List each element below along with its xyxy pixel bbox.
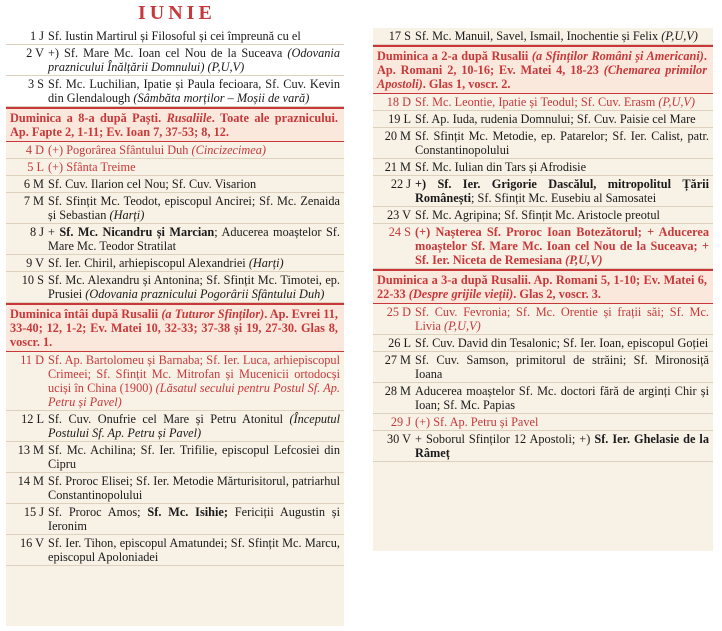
text-segment: (a Sfinților Români și Americani) — [531, 49, 704, 63]
text-segment: (Odovania praznicului Înălțării Domnului) (P,U,V) — [48, 46, 340, 74]
day-row — [6, 352, 344, 411]
text-segment: Fericiții Augustin și Ieronim — [48, 505, 340, 533]
text-segment: Sf. Sfințit Mc. Teodot, episcopul Ancirei; Sf. Mc. Zenaida și Sebastian — [48, 194, 340, 222]
day-date: 13 M — [17, 443, 44, 457]
text-segment: Sf. Ap. Iuda, rudenia Domnului; Sf. Cuv. Paisie cel Mare — [415, 112, 696, 126]
text-segment: . Ap. Romani 2, 10-16; Ev. Matei 4, 18-23 — [377, 49, 707, 77]
day-saints — [415, 95, 709, 109]
sunday-header — [6, 303, 344, 352]
day-row — [6, 411, 344, 442]
text-segment: (P,U,V) — [658, 95, 695, 109]
day-row — [373, 207, 713, 224]
day-saints — [48, 77, 340, 105]
day-row — [6, 255, 344, 272]
day-row — [373, 383, 713, 414]
text-segment: (P,U,V) — [444, 319, 481, 333]
day-saints — [415, 305, 709, 333]
text-segment: (Odovania praznicului Pogorârii Sfântului Duh) — [85, 287, 325, 301]
text-segment: . Glas 1, voscr. 2. — [422, 77, 511, 91]
day-date: 21 M — [384, 160, 411, 174]
sunday-header — [6, 107, 344, 142]
text-segment: (+) Sfânta Treime — [48, 160, 136, 174]
day-row — [6, 45, 344, 76]
day-date: 12 L — [21, 412, 44, 426]
day-date: 11 D — [20, 353, 44, 367]
day-date: 7 M — [23, 194, 44, 208]
text-segment: (Cincizecimea) — [191, 143, 266, 157]
day-date: 24 S — [388, 225, 411, 239]
day-row — [6, 224, 344, 255]
day-row — [373, 431, 713, 462]
text-segment: Sf. Sfințit Mc. Metodie, ep. Patarelor; Sf. Ier. Calist, patr. Constantinopolului — [415, 129, 709, 157]
text-segment: (Chemarea primilor Apostoli) — [377, 63, 707, 91]
day-row — [6, 142, 344, 159]
day-date: 4 D — [25, 143, 44, 157]
day-date: 17 S — [388, 29, 411, 43]
text-segment: Sf. Iustin Martirul și Filosoful și cei împreună cu el — [48, 29, 301, 43]
day-date: 6 M — [23, 177, 44, 191]
day-row — [373, 94, 713, 111]
sunday-header — [373, 269, 713, 304]
text-segment: (P,U,V) — [661, 29, 698, 43]
day-saints — [415, 336, 709, 350]
text-segment: Sf. Cuv. Onufrie cel Mare și Petru Atonitul — [48, 412, 290, 426]
text-segment: (Începutul Postului Sf. Ap. Petru și Pavel) — [48, 412, 340, 440]
text-segment: Aducerea moaștelor Sf. Mc. doctori fără de arginți Chir și Ioan; Sf. Mc. Papias — [415, 384, 709, 412]
text-segment: . Toate ale praznicului. Ap. Fapte 2, 1-11; Ev. Ioan 7, 37-53; 8, 12. — [10, 111, 338, 139]
day-date: 3 S — [27, 77, 44, 91]
day-row — [373, 128, 713, 159]
day-saints — [48, 443, 340, 471]
day-saints — [415, 112, 709, 126]
day-row — [6, 272, 344, 303]
day-row — [373, 335, 713, 352]
text-segment: Sf. Cuv. Samson, primitorul de străini; Sf. Mironosiță Ioana — [415, 353, 709, 381]
day-row — [6, 28, 344, 45]
day-saints — [48, 505, 340, 533]
text-segment: Sf. Mc. Agripina; Sf. Sfințit Mc. Aristocle preotul — [415, 208, 660, 222]
day-row — [6, 176, 344, 193]
text-segment: ; Aducerea moaștelor Sf. Mare Mc. Teodor Stratilat — [48, 225, 340, 253]
day-row — [6, 504, 344, 535]
day-date: 23 V — [386, 208, 411, 222]
day-saints — [415, 432, 709, 460]
day-saints — [48, 256, 340, 270]
day-row — [6, 473, 344, 504]
text-segment: Duminica a 2-a după Rusalii — [377, 49, 532, 63]
day-saints — [48, 536, 340, 564]
day-saints — [415, 29, 709, 43]
day-date: 30 V — [386, 432, 411, 446]
text-segment: (Sâmbăta morților – Moșii de vară) — [133, 91, 310, 105]
text-segment: (Lăsatul secului pentru Postul Sf. Ap. Petru și Pavel) — [48, 381, 341, 409]
day-saints — [48, 29, 340, 43]
day-date: 1 J — [29, 29, 44, 43]
day-row — [373, 111, 713, 128]
calendar-column-left — [6, 28, 344, 626]
day-row — [373, 224, 713, 269]
text-segment: Sf. Mc. Isihie; — [147, 505, 228, 519]
text-segment: (Harți) — [248, 256, 284, 270]
day-date: 26 L — [388, 336, 411, 350]
day-row — [373, 304, 713, 335]
day-date: 9 V — [26, 256, 44, 270]
text-segment: Sf. Proroc Amos; — [48, 505, 148, 519]
text-segment: Sf. Cuv. Ilarion cel Nou; Sf. Cuv. Visarion — [48, 177, 257, 191]
day-row — [373, 414, 713, 431]
day-saints — [48, 353, 340, 409]
text-segment: Sf. Ier. Chiril, arhiepiscopul Alexandriei — [48, 256, 249, 270]
day-date: 22 J — [390, 177, 411, 191]
day-saints — [415, 225, 709, 267]
day-date: 14 M — [17, 474, 44, 488]
text-segment: Sf. Mc. Iulian din Tars și Afrodisie — [415, 160, 587, 174]
text-segment: Sf. Ier. Ghelasie de la Râmeț — [415, 432, 709, 460]
day-row — [373, 352, 713, 383]
day-saints — [415, 129, 709, 157]
text-segment: Sf. Mc. Manuil, Savel, Ismail, Inochentie și Felix — [415, 29, 662, 43]
day-date: 28 M — [384, 384, 411, 398]
day-date: 15 J — [23, 505, 44, 519]
text-segment: Sf. Mc. Achilina; Sf. Ier. Trifilie, episcopul Lefcosiei din Cipru — [48, 443, 340, 471]
day-saints — [415, 160, 709, 174]
text-segment: Sf. Ap. Bartolomeu și Barnaba; Sf. Ier. Luca, arhiepiscopul Crimeei; Sf. Sfințit Mc. Mitrofan și Mucenicii ortodocși uciși în China (1900) — [48, 353, 340, 395]
text-segment: +) Sf. Ier. Grigorie Dascălul, mitropolitul Țării Românești — [415, 177, 709, 205]
day-saints — [415, 353, 709, 381]
text-segment: Sf. Mc. Luchilian, Ipatie și Paula fecioara, Sf. Cuv. Kevin din Glendalough — [48, 77, 340, 105]
text-segment: (Harți) — [109, 208, 145, 222]
day-saints — [48, 273, 340, 301]
day-date: 5 L — [27, 160, 44, 174]
text-segment: Sf. Cuv. Fevronia; Sf. Mc. Orentie și frații săi; Sf. Mc. Livia — [415, 305, 709, 333]
text-segment: (+) Sf. Ap. Petru și Pavel — [415, 415, 539, 429]
sunday-header — [373, 45, 713, 94]
day-row — [6, 442, 344, 473]
text-segment: Sf. Mc. Leontie, Ipatie și Teodul; Sf. Cuv. Erasm — [415, 95, 659, 109]
page-title: IUNIE — [138, 2, 216, 24]
text-segment: Rusaliile — [166, 111, 212, 125]
text-segment: (+) Pogorârea Sfântului Duh — [48, 143, 192, 157]
text-segment: Sf. Mc. Alexandru și Antonina; Sf. Sfințit Mc. Timotei, ep. Prusiei — [48, 273, 340, 301]
calendar-column-right — [373, 28, 713, 551]
day-date: 18 D — [386, 95, 411, 109]
text-segment: ; Sf. Sfințit Mc. Eusebiu al Samosatei — [471, 191, 657, 205]
day-saints — [415, 208, 709, 222]
text-segment: +) Sf. Mare Mc. Ioan cel Nou de la Suceava — [48, 46, 288, 60]
text-segment: Duminica a 8-a după Paști. — [10, 111, 167, 125]
day-date: 25 D — [386, 305, 411, 319]
day-saints — [48, 412, 340, 440]
text-segment: Sf. Ier. Tihon, episcopul Amatundei; Sf. Sfințit Mc. Marcu, episcopul Apoloniadei — [48, 536, 340, 564]
day-date: 20 M — [384, 129, 411, 143]
day-date: 27 M — [384, 353, 411, 367]
day-row — [373, 28, 713, 45]
day-saints — [48, 225, 340, 253]
day-saints — [48, 46, 340, 74]
text-segment: (Despre grijile vieții) — [408, 287, 514, 301]
day-row — [6, 76, 344, 107]
day-saints — [48, 177, 340, 191]
text-segment: . Glas 2, voscr. 3. — [513, 287, 601, 301]
day-date: 10 S — [21, 273, 44, 287]
text-segment: + — [48, 225, 60, 239]
day-date: 8 J — [29, 225, 44, 239]
day-saints — [48, 194, 340, 222]
day-saints — [415, 384, 709, 412]
day-row — [6, 535, 344, 566]
day-saints — [48, 474, 340, 502]
text-segment: (P,U,V) — [565, 253, 603, 267]
text-segment: Duminica întâi după Rusalii — [10, 307, 162, 321]
day-row — [6, 193, 344, 224]
day-date: 29 J — [390, 415, 411, 429]
text-segment: Sf. Mc. Nicandru și Marcian — [59, 225, 215, 239]
day-date: 19 L — [388, 112, 411, 126]
text-segment: (a Tuturor Sfinților) — [161, 307, 265, 321]
day-date: 16 V — [19, 536, 44, 550]
text-segment: Duminica a 3-a după Rusalii. Ap. Romani 5, 1-10; Ev. Matei 6, 22-33 — [377, 273, 707, 301]
day-row — [373, 176, 713, 207]
day-row — [373, 159, 713, 176]
text-segment: Sf. Proroc Elisei; Sf. Ier. Metodie Mărturisitorul, patriarhul Constantinopolului — [48, 474, 340, 502]
text-segment: + Soborul Sfinților 12 Apostoli; +) — [415, 432, 595, 446]
text-segment: . Ap. Evrei 11, 33-40; 12, 1-2; Ev. Matei 10, 32-33; 37-38 și 19, 27-30. Glas 8, voscr. 1. — [10, 307, 338, 349]
day-saints — [48, 143, 340, 157]
day-saints — [415, 415, 709, 429]
day-saints — [48, 160, 340, 174]
text-segment: (+) Nașterea Sf. Proroc Ioan Botezătorul; + Aducerea moaștelor Sf. Mare Mc. Ioan cel Nou de la Suceava; + Sf. Ier. Niceta de Remesiana — [415, 225, 709, 267]
day-saints — [415, 177, 709, 205]
text-segment: Sf. Cuv. David din Tesalonic; Sf. Ier. Ioan, episcopul Goției — [415, 336, 709, 350]
day-row — [6, 159, 344, 176]
day-date: 2 V — [26, 46, 44, 60]
